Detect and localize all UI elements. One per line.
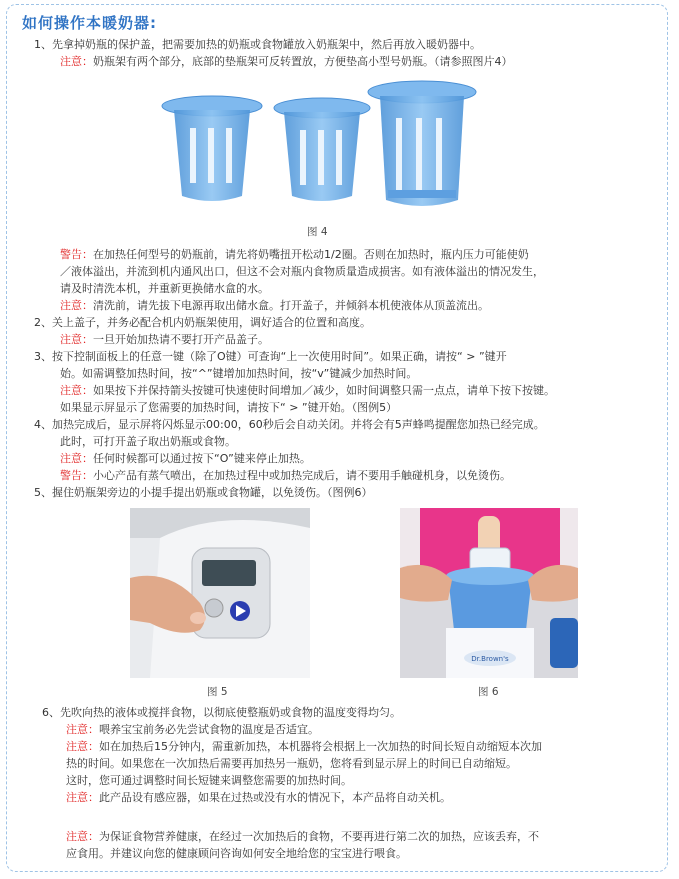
- page-title: 如何操作本暖奶器:: [22, 14, 157, 32]
- lcd-display: [202, 560, 256, 586]
- step1-text: 1、先拿掉奶瓶的保护盖，把需要加热的奶瓶或食物罐放入奶瓶架中，然后再放入暖奶器中。: [34, 38, 481, 51]
- figure-5-control-panel-photo: [130, 508, 310, 678]
- warning-text: 小心产品有蒸气喷出，在加热过程中或加热完成后，请不要用手触碰机身，以免烫伤。: [93, 469, 511, 482]
- step5-text: 5、握住奶瓶架旁边的小提手提出奶瓶或食物罐，以免烫伤。（图例6）: [34, 486, 373, 499]
- step1-note: [60, 55, 513, 69]
- figure-6-caption: 图 6: [478, 686, 499, 698]
- step4-line-1: 4、加热完成后，显示屏将闪烁显示00:00，60秒后会自动关闭。并将会有5声蜂鸣提醒您加热已经完成。: [34, 418, 545, 431]
- step3-note-line-2: 如果显示屏显示了您需要的加热时间，请按下“ > ”键开始。（图例5）: [60, 401, 398, 414]
- brand-logo: Dr.Brown's: [471, 655, 509, 663]
- basket-tall: [368, 81, 476, 206]
- step3-line-1: 3、按下控制面板上的任意一键（除了O键）可查询“上一次使用时间”。如果正确，请按“ > ”键开: [34, 350, 507, 363]
- step3-line-2: 始。如需调整加热时间，按“^”键增加加热时间，按“v”键减少加热时间。: [60, 367, 418, 380]
- step2-text: 2、关上盖子，并务必配合机内奶瓶架使用，调好适合的位置和高度。: [34, 316, 371, 329]
- note-text: 一旦开始加热请不要打开产品盖子。: [93, 333, 269, 346]
- note-label: 注意：: [60, 55, 93, 68]
- note-text: 如在加热后15分钟内，需重新加热，本机器将会根据上一次加热的时间长短自动缩短本次加: [99, 740, 542, 753]
- note-label: 注意：: [66, 723, 99, 736]
- warning-label: 警告：: [60, 469, 93, 482]
- step6-note-2-line-1: [66, 740, 542, 754]
- warning-line-2: ／液体溢出，并流到机内通风出口，但这不会对瓶内食物质量造成损害。如有液体溢出的情况发生，: [60, 265, 544, 278]
- final-note-line-2: 应食用。并建议向您的健康顾问咨询如何安全地给您的宝宝进行喂食。: [66, 847, 407, 860]
- basket-small-2: [274, 98, 370, 201]
- note-label: 注意：: [60, 452, 93, 465]
- note-text: 为保证食物营养健康，在经过一次加热后的食物，不要再进行第二次的加热，应该丢弃，不: [99, 830, 539, 843]
- figure-6-lifting-basket-photo: [400, 508, 578, 678]
- note-label: 注意：: [66, 740, 99, 753]
- final-note-line-1: [66, 830, 539, 844]
- warning-line-3: 请及时清洗本机，并重新更换储水盒的水。: [60, 282, 269, 295]
- note-text: 奶瓶架有两个部分，底部的垫瓶架可反转置放，方便垫高小型号奶瓶。（请参照图片4）: [93, 55, 513, 68]
- step6-note-2-line-2: 热的时间。如果您在一次加热后需要再加热另一瓶奶，您将看到显示屏上的时间已自动缩短。: [66, 757, 517, 770]
- step6-text: 6、先吹向热的液体或搅拌食物，以彻底使整瓶奶或食物的温度变得均匀。: [42, 706, 401, 719]
- clean-note: [60, 299, 489, 313]
- step4-line-2: 此时，可打开盖子取出奶瓶或食物。: [60, 435, 236, 448]
- note-label: 注意：: [66, 791, 99, 804]
- step6-note-3: [66, 791, 451, 805]
- step6-note-2-line-3: 这时，您可通过调整时间长短键来调整您需要的加热时间。: [66, 774, 352, 787]
- note-text: 此产品设有感应器，如果在过热或没有水的情况下，本产品将自动关机。: [99, 791, 451, 804]
- warning-line-1: [60, 248, 529, 262]
- warning-label: 警告：: [60, 248, 93, 261]
- note-label: 注意：: [66, 830, 99, 843]
- note-text: 如果按下并保持箭头按键可快速使时间增加／减少，如时间调整只需一点点，请单下按下按键。: [93, 384, 555, 397]
- note-text: 清洗前，请先拔下电源再取出储水盒。打开盖子，并倾斜本机使液体从顶盖流出。: [93, 299, 489, 312]
- warning-text: 在加热任何型号的奶瓶前，请先将奶嘴扭开松动1/2圈。否则在加热时，瓶内压力可能使奶: [93, 248, 529, 261]
- figure-4-bottle-baskets: [160, 78, 480, 218]
- note-text: 任何时候都可以通过按下“O”键来停止加热。: [93, 452, 311, 465]
- step2-note: [60, 333, 269, 347]
- figure-5-caption: 图 5: [207, 686, 228, 698]
- note-label: 注意：: [60, 333, 93, 346]
- figure-4-caption: 图 4: [307, 226, 328, 238]
- step3-note-line-1: [60, 384, 555, 398]
- note-label: 注意：: [60, 384, 93, 397]
- step4-warning: [60, 469, 511, 483]
- basket-small-1: [162, 96, 262, 201]
- note-text: 喂养宝宝前务必先尝试食物的温度是否适宜。: [99, 723, 319, 736]
- note-label: 注意：: [60, 299, 93, 312]
- step6-note-1: [66, 723, 319, 737]
- step4-note: [60, 452, 311, 466]
